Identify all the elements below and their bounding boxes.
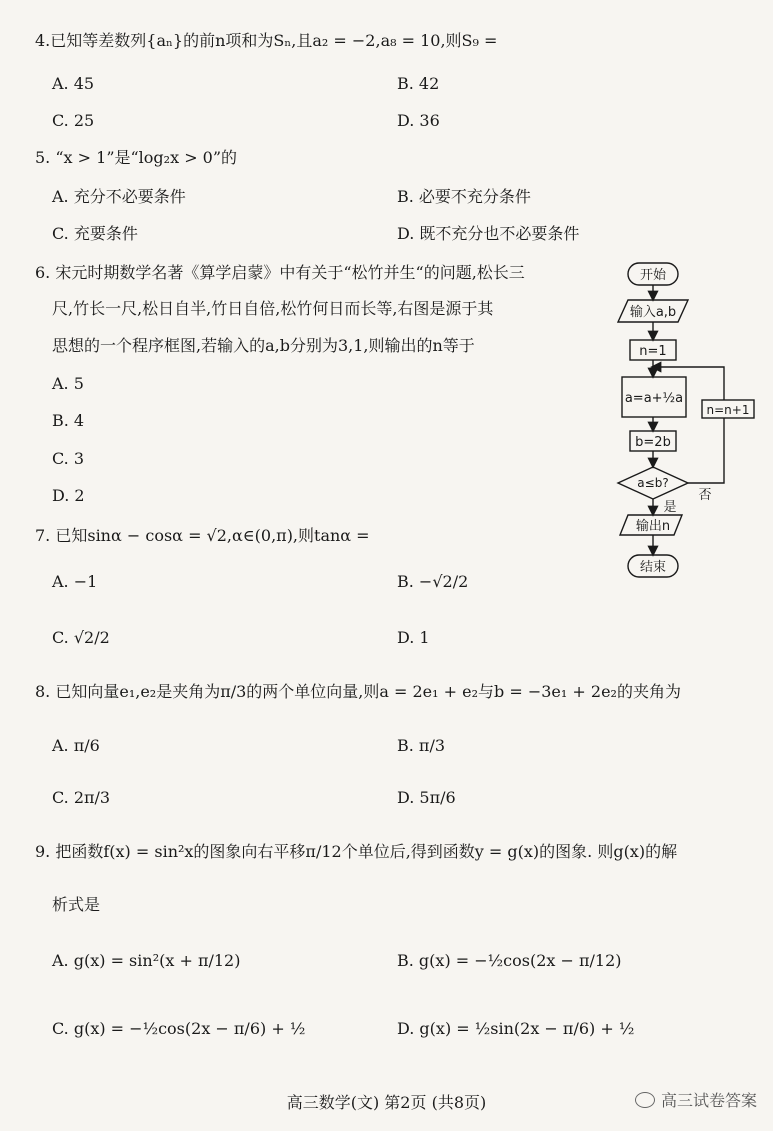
q8-option-a: A. π/6 xyxy=(52,736,100,755)
q5-option-d: D. 既不充分也不必要条件 xyxy=(397,224,580,243)
flow-init-label: n=1 xyxy=(639,344,667,359)
program-flowchart xyxy=(590,255,770,590)
q8-option-d: D. 5π/6 xyxy=(397,788,456,807)
q8-option-c: C. 2π/3 xyxy=(52,788,111,807)
flow-update-b-label: b=2b xyxy=(635,435,671,450)
q6-option-a: A. 5 xyxy=(52,374,84,393)
q8-option-b: B. π/3 xyxy=(397,736,446,755)
flow-input-label: 输入a,b xyxy=(629,305,677,320)
q5-option-a: A. 充分不必要条件 xyxy=(52,187,186,206)
q9-option-b: B. g(x) = −½cos(2x − π/12) xyxy=(397,951,622,970)
flow-start-label: 开始 xyxy=(639,268,667,283)
q6-option-d: D. 2 xyxy=(52,486,85,505)
flow-decision-label: a≤b? xyxy=(637,476,669,490)
q9-option-d: D. g(x) = ½sin(2x − π/6) + ½ xyxy=(397,1019,635,1038)
q9-stem-line1: 9. 把函数f(x) = sin²x的图象向右平移π/12个单位后,得到函数y = g(x)的图象. 则g(x)的解 xyxy=(35,842,678,861)
q4-stem: 4.已知等差数列{aₙ}的前n项和为Sₙ,且a₂ = −2,a₈ = 10,则S₉ = xyxy=(35,31,498,50)
q6-stem-line2: 尺,竹长一尺,松日自半,竹日自倍,松竹何日而长等,右图是源于其 xyxy=(52,299,494,318)
q4-option-c: C. 25 xyxy=(52,111,95,130)
q7-option-a: A. −1 xyxy=(52,572,98,591)
q6-option-c: C. 3 xyxy=(52,449,85,468)
flow-update-a-label: a=a+½a xyxy=(624,391,684,406)
q9-option-a: A. g(x) = sin²(x + π/12) xyxy=(52,951,241,970)
q6-stem-line1: 6. 宋元时期数学名著《算学启蒙》中有关于“松竹并生“的问题,松长三 xyxy=(35,263,525,282)
chat-bubble-icon xyxy=(635,1092,655,1108)
flow-end-label: 结束 xyxy=(639,560,667,575)
q7-stem: 7. 已知sinα − cosα = √2,α∈(0,π),则tanα = xyxy=(35,526,370,545)
q7-option-d: D. 1 xyxy=(397,628,430,647)
q5-stem: 5. “x > 1”是“log₂x > 0”的 xyxy=(35,148,238,167)
flow-increment-label: n=n+1 xyxy=(706,403,750,417)
q7-option-b: B. −√2/2 xyxy=(397,572,469,591)
q9-option-c: C. g(x) = −½cos(2x − π/6) + ½ xyxy=(52,1019,306,1038)
q6-option-b: B. 4 xyxy=(52,411,85,430)
q4-option-b: B. 42 xyxy=(397,74,440,93)
watermark xyxy=(635,1088,757,1111)
q4-option-d: D. 36 xyxy=(397,111,440,130)
flow-yes-label: 是 xyxy=(663,500,677,515)
q6-stem-line3: 思想的一个程序框图,若输入的a,b分别为3,1,则输出的n等于 xyxy=(52,336,475,355)
watermark-text: 高三试卷答案 xyxy=(660,1091,757,1110)
flow-output-label: 输出n xyxy=(635,519,671,534)
q5-option-c: C. 充要条件 xyxy=(52,224,138,243)
q8-stem: 8. 已知向量e₁,e₂是夹角为π/3的两个单位向量,则a = 2e₁ + e₂与b = −3e₁ + 2e₂的夹角为 xyxy=(35,682,681,701)
q7-option-c: C. √2/2 xyxy=(52,628,110,647)
q9-stem-line2: 析式是 xyxy=(52,895,101,914)
page-footer: 高三数学(文) 第2页 (共8页) xyxy=(286,1093,487,1112)
flow-no-label: 否 xyxy=(698,488,712,503)
q4-option-a: A. 45 xyxy=(52,74,95,93)
q5-option-b: B. 必要不充分条件 xyxy=(397,187,531,206)
